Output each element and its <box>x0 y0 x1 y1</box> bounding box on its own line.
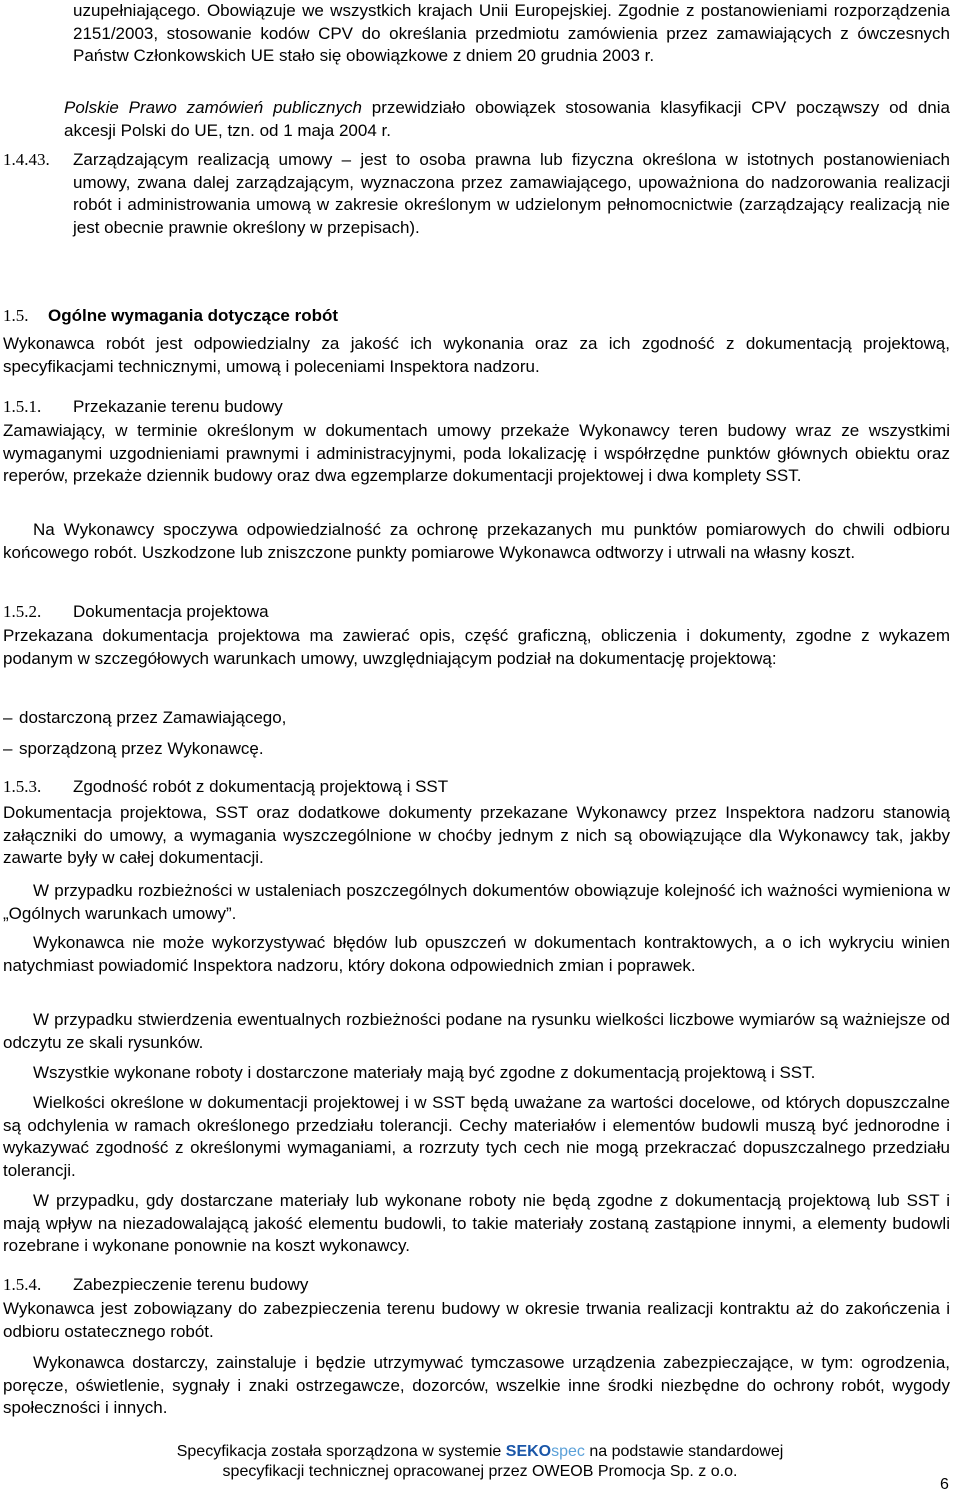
section-number: 1.5.4. <box>3 1275 42 1294</box>
footer-text-after: na podstawie standardowej <box>589 1443 784 1460</box>
list-item-text: dostarczoną przez Zamawiającego, <box>19 708 287 727</box>
section-1-5-3-p6: Wielkości określone w dokumentacji projektowej i w SST będą uważane za wartości docelowe, od których dopuszczalne są odchylenia w ramach określonego przedziału tolerancji. Cechy materiałów i elementów budowli muszą być jednorodne i wykazywać zgodność z określonymi wymaganiami, a rozrzuty tych cech nie mogą przekraczać dopuszczalnego przedziału tolerancji. <box>3 1093 950 1180</box>
list-item-text: sporządzoną przez Wykonawcę. <box>19 739 264 758</box>
section-heading-1-5-4 <box>3 1274 950 1296</box>
section-number-1-4-43: 1.4.43. <box>3 150 50 169</box>
section-title: Zgodność robót z dokumentacją projektową i SST <box>73 777 449 796</box>
list-item <box>3 738 950 760</box>
section-title: Dokumentacja projektowa <box>73 602 269 621</box>
section-1-5-1-p2: Na Wykonawcy spoczywa odpowiedzialność za ochronę przekazanych mu punktów pomiarowych do chwili odbioru końcowego robót. Uszkodzone lub zniszczone punkty pomiarowe Wykonawca odtworzy i utrwali na własny koszt. <box>3 520 950 562</box>
section-1-5-2-p1: Przekazana dokumentacja projektowa ma zawierać opis, część graficzną, obliczenia i dokumenty, zgodne z wykazem podanym w szczegółowych warunkach umowy, uwzględniającym podział na dokumentację projektową: <box>3 626 950 668</box>
section-heading-1-5 <box>3 305 950 327</box>
section-1-5-3-p5: Wszystkie wykonane roboty i dostarczone materiały mają być zgodne z dokumentacją projektową i SST. <box>33 1063 816 1082</box>
footer-line-2: specyfikacji technicznej opracowanej przez OWEOB Promocja Sp. z o.o. <box>222 1463 738 1480</box>
law-name: Polskie Prawo zamówień publicznych <box>64 98 362 117</box>
section-number: 1.5.1. <box>3 397 42 416</box>
section-number: 1.5.3. <box>3 777 42 796</box>
section-1-5-4-p2: Wykonawca dostarczy, zainstaluje i będzie utrzymywać tymczasowe urządzenia zabezpieczające, w tym: ogrodzenia, poręcze, oświetlenie, sygnały i znaki ostrzegawcze, dozorców, wszelkie inne środki niezbędne do ochrony robót, wygody społeczności i innych. <box>3 1353 950 1417</box>
cpv-paragraph: uzupełniającego. Obowiązuje we wszystkich krajach Unii Europejskiej. Zgodnie z postanowieniami rozporządzenia 2151/2003, stosowanie kodów CPV do określania przedmiotu zamówienia przez zamawiających z ówczesnych Państw Członkowskich UE stało się obowiązkowe z dniem 20 grudnia 2003 r. <box>73 1 950 65</box>
law-rest: przewidziało obowiązek stosowania klasyfikacji CPV począwszy od dnia akcesji Polski do UE, tzn. od 1 maja 2004 r. <box>64 98 950 140</box>
section-1-5-4-p1: Wykonawca jest zobowiązany do zabezpieczenia terenu budowy w okresie trwania realizacji kontraktu aż do zakończenia i odbioru ostatecznego robót. <box>3 1299 950 1341</box>
section-number: 1.5. <box>3 306 29 325</box>
section-number: 1.5.2. <box>3 602 42 621</box>
sekospec-logo: SEKOspec <box>505 1443 585 1460</box>
section-1-5-3-p4: W przypadku stwierdzenia ewentualnych rozbieżności podane na rysunku wielkości liczbowe wymiarów są ważniejsze od odczytu ze skali rysunków. <box>3 1010 950 1052</box>
list-item <box>3 707 950 729</box>
dash-bullet: – <box>3 708 13 727</box>
footer-line-1 <box>0 1442 960 1462</box>
section-1-5-3-p2: W przypadku rozbieżności w ustaleniach poszczególnych dokumentów obowiązuje kolejność ich ważności wymieniona w „Ogólnych warunkach umowy”. <box>3 881 950 923</box>
section-1-5-text: Wykonawca robót jest odpowiedzialny za jakość ich wykonania oraz za ich zgodność z dokumentacją projektową, specyfikacjami technicznymi, umową i poleceniami Inspektora nadzoru. <box>3 334 950 376</box>
section-title: Ogólne wymagania dotyczące robót <box>48 306 339 325</box>
section-heading-1-5-2 <box>3 601 950 623</box>
section-title: Przekazanie terenu budowy <box>73 397 283 416</box>
section-heading-1-5-3 <box>3 776 950 798</box>
section-1-5-3-p3: Wykonawca nie może wykorzystywać błędów lub opuszczeń w dokumentach kontraktowych, a o ich wykryciu winien natychmiast powiadomić Inspektora nadzoru, który dokona odpowiednich zmian i poprawek. <box>3 933 950 975</box>
cpv-law-paragraph <box>64 97 950 142</box>
section-1-5-3-p7: W przypadku, gdy dostarczane materiały lub wykonane roboty nie będą zgodne z dokumentacją projektową lub SST i mają wpływ na niezadowalającą jakość elementu budowli, to takie materiały zostaną zastąpione innymi, a elementy budowli rozebrane i wykonane ponownie na koszt wykonawcy. <box>3 1191 950 1255</box>
definition-paragraph: Zarządzającym realizacją umowy – jest to osoba prawna lub fizyczna określona w istotnych postanowieniach umowy, zwana dalej zarządzającym, wyznaczona przez zamawiającego, upoważniona do nadzorowania realizacji robót i administrowania umową w zakresie określonym w udzielonym pełnomocnictwie (zarządzający realizacją nie jest obecnie prawnie określony w przepisach). <box>73 150 950 237</box>
section-1-5-3-p1: Dokumentacja projektowa, SST oraz dodatkowe dokumenty przekazane Wykonawcy przez Inspektora nadzoru stanowią załączniki do umowy, a wymagania wyszczególnione w choćby jednym z nich są obowiązujące dla Wykonawcy tak, jakby zawarte były w całej dokumentacji. <box>3 803 950 867</box>
dash-bullet: – <box>3 739 13 758</box>
section-1-5-1-p1: Zamawiający, w terminie określonym w dokumentach umowy przekaże Wykonawcy teren budowy wraz ze wszystkimi wymaganymi uzgodnieniami prawnymi i administracyjnymi, poda lokalizację i współrzędne punktów głównych obiektu oraz reperów, przekaże dziennik budowy oraz dwa egzemplarze dokumentacji projektowej i dwa komplety SST. <box>3 421 950 485</box>
page-number: 6 <box>940 1476 949 1493</box>
footer-text-before: Specyfikacja została sporządzona w systemie <box>176 1443 502 1460</box>
section-title: Zabezpieczenie terenu budowy <box>73 1275 309 1294</box>
section-heading-1-5-1 <box>3 396 950 418</box>
